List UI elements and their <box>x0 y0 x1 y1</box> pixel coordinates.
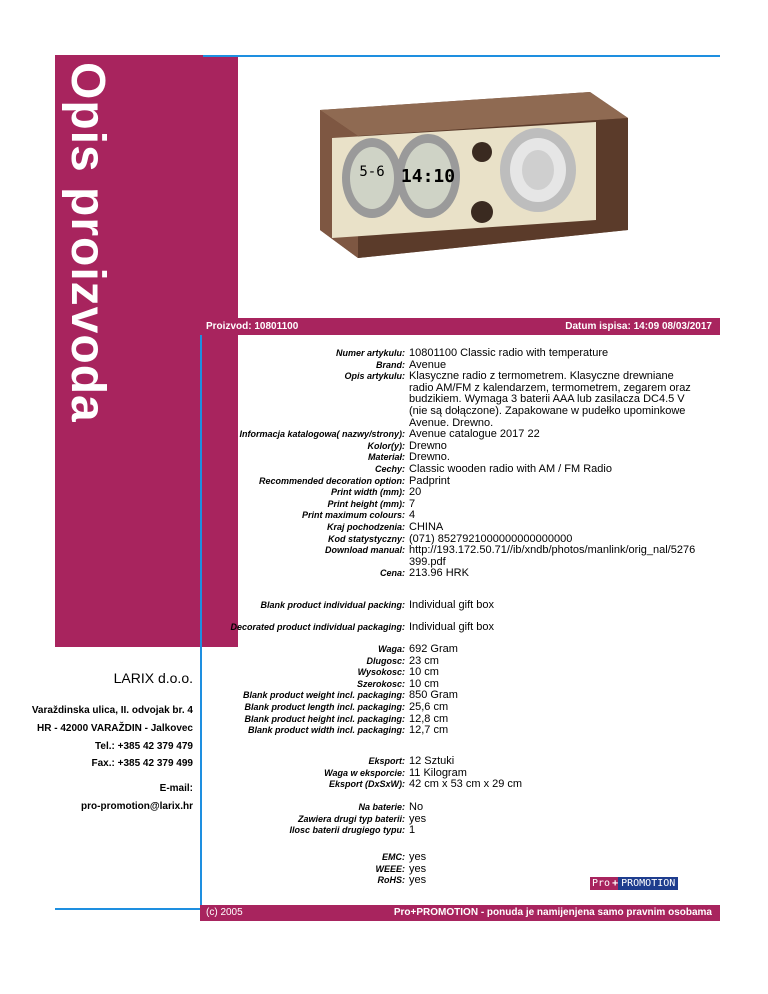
email-address[interactable]: pro-promotion@larix.hr <box>81 800 193 812</box>
detail-value: 12,7 cm <box>409 724 449 737</box>
detail-row <box>205 429 715 441</box>
header-bar <box>200 318 720 335</box>
bottom-divider <box>55 908 200 910</box>
detail-section <box>205 622 715 634</box>
detail-row <box>205 825 715 837</box>
detail-row <box>205 852 715 864</box>
detail-value: 12,8 cm <box>409 712 449 725</box>
detail-label: WEEE: <box>375 863 405 874</box>
detail-label: Materiał: <box>367 452 405 463</box>
detail-label: Dlugosc: <box>366 655 405 666</box>
footer-bar <box>200 905 720 921</box>
detail-row <box>205 464 715 476</box>
detail-label: RoHS: <box>377 875 405 886</box>
company-contact <box>20 702 193 773</box>
print-date: Datum ispisa: 14:09 08/03/2017 <box>565 321 712 332</box>
detail-row <box>205 756 715 768</box>
detail-label: Kraj pochodzenia: <box>326 521 405 532</box>
detail-row <box>205 371 715 429</box>
logo-plus: + <box>612 878 619 889</box>
detail-row <box>205 441 715 453</box>
detail-row <box>205 522 715 534</box>
detail-label: Na baterie: <box>358 802 405 812</box>
detail-section <box>205 600 715 612</box>
detail-value: Individual gift box <box>409 599 494 611</box>
detail-label: Print width (mm): <box>331 487 405 498</box>
detail-value: Drewno. <box>409 451 450 464</box>
detail-value: yes <box>409 874 427 887</box>
detail-label: Blank product height incl. packaging: <box>244 713 405 724</box>
detail-value: 20 <box>409 486 422 499</box>
logo-part2: PROMOTION <box>618 877 678 890</box>
detail-value: yes <box>409 862 427 875</box>
detail-label: Blank product length incl. packaging: <box>244 701 405 712</box>
detail-row <box>205 348 715 360</box>
detail-label: Waga w eksporcie: <box>324 767 405 778</box>
detail-label: Kolor(y): <box>367 440 405 451</box>
detail-value: yes <box>409 851 427 863</box>
detail-value: 25,6 cm <box>409 700 449 713</box>
company-address-line1: Varaždinska ulica, II. odvojak br. 4 <box>31 705 193 716</box>
detail-value: 692 Gram <box>409 643 458 655</box>
detail-value: 4 <box>409 509 416 522</box>
detail-value: 11 Kilogram <box>409 766 467 779</box>
sidebar-title: Opis proizvoda <box>61 62 114 423</box>
detail-row <box>205 600 715 612</box>
detail-row <box>205 510 715 522</box>
detail-label: Waga: <box>378 644 405 654</box>
detail-value: 10 cm <box>409 666 439 679</box>
company-fax: Fax.: +385 42 379 499 <box>91 758 193 770</box>
detail-value: 10801100 Classic radio with temperature <box>409 347 609 359</box>
company-name: LARIX d.o.o. <box>113 670 193 686</box>
detail-value: 42 cm x 53 cm x 29 cm <box>409 778 523 791</box>
detail-value: 12 Sztuki <box>409 755 455 767</box>
footer-notice: Pro+PROMOTION - ponuda je namijenjena samo pravnim osobama <box>393 907 712 918</box>
content-divider <box>200 335 202 908</box>
detail-section <box>205 644 715 737</box>
detail-label: Print height (mm): <box>327 498 405 509</box>
detail-label: Informacja katalogowa( nazwy/strony): <box>239 429 405 440</box>
product-number: Proizvod: 10801100 <box>206 321 299 332</box>
detail-label: Zawiera drugi typ baterii: <box>297 813 405 824</box>
detail-label: Wysokosc: <box>357 667 405 678</box>
detail-row <box>205 864 715 876</box>
detail-row <box>205 679 715 691</box>
detail-label: Blank product individual packing: <box>260 600 405 610</box>
detail-label: Print maximum colours: <box>301 510 405 521</box>
detail-row <box>205 568 715 580</box>
detail-label: Blank product width incl. packaging: <box>247 725 405 736</box>
detail-value: 850 Gram <box>409 689 458 702</box>
detail-label: Numer artykulu: <box>335 348 405 358</box>
detail-row <box>205 802 715 814</box>
detail-value: Avenue catalogue 2017 22 <box>409 428 540 441</box>
display-left-text: 5-6 <box>359 164 385 180</box>
top-divider <box>203 55 720 57</box>
detail-label: Cena: <box>379 568 405 579</box>
detail-section <box>205 756 715 791</box>
detail-value: yes <box>409 812 427 825</box>
display-right-text: 14:10 <box>400 166 456 187</box>
detail-row <box>205 814 715 826</box>
detail-value: 23 cm <box>409 654 439 667</box>
email-label: E-mail: <box>159 783 193 794</box>
detail-row <box>205 656 715 668</box>
logo-part1: Pro <box>592 878 611 889</box>
detail-value: Drewno <box>409 439 447 452</box>
detail-value: 10 cm <box>409 677 439 690</box>
detail-row <box>205 667 715 679</box>
product-photo <box>300 70 640 280</box>
detail-value: Individual gift box <box>409 621 494 633</box>
detail-label: Brand: <box>376 359 405 370</box>
company-email-block <box>20 780 193 816</box>
pro-promotion-logo <box>590 877 678 890</box>
detail-label: Ilosc baterii drugiego typu: <box>289 825 405 836</box>
detail-row <box>205 779 715 791</box>
detail-value: http://193.172.50.71//ib/xndb/photos/manlink/orig_nal/5276399.pdf <box>409 544 696 568</box>
detail-value: (071) 8527921000000000000000 <box>409 532 573 545</box>
detail-row <box>205 714 715 726</box>
detail-label: Download manual: <box>324 545 405 556</box>
detail-label: Recommended decoration option: <box>258 475 405 486</box>
detail-value: CHINA <box>409 520 444 533</box>
detail-row <box>205 622 715 634</box>
detail-label: Blank product weight incl. packaging: <box>242 690 405 701</box>
detail-label: Szerokosc: <box>356 678 405 689</box>
detail-label: Opis artykulu: <box>344 371 405 382</box>
detail-row <box>205 476 715 488</box>
bottom-knob <box>471 201 493 223</box>
detail-row <box>205 702 715 714</box>
detail-section <box>205 348 715 580</box>
detail-row <box>205 487 715 499</box>
detail-row <box>205 725 715 737</box>
detail-row <box>205 644 715 656</box>
top-knob <box>472 142 492 162</box>
detail-row <box>205 499 715 511</box>
detail-label: Eksport (DxSxW): <box>328 779 405 790</box>
detail-value: Avenue <box>409 358 447 371</box>
detail-label: Decorated product individual packaging: <box>230 622 405 632</box>
detail-value: 1 <box>409 824 416 837</box>
detail-row <box>205 690 715 702</box>
detail-value: No <box>409 801 424 813</box>
detail-label: Kod statystyczny: <box>327 533 405 544</box>
company-address-line2: HR - 42000 VARAŽDIN - Jalkovec <box>37 722 193 734</box>
detail-row <box>205 545 715 568</box>
detail-value: Klasyczne radio z termometrem. Klasyczne drewniane radio AM/FM z kalendarzem, termometrem, zegarem oraz budzikiem. Wymaga 3 baterii AAA lub zasilacza DC4.5 V (nie są dołączone). Zapakowane w pudełko upominkowe Avenue. Drewno. <box>409 370 691 429</box>
detail-section <box>205 802 715 837</box>
detail-label: Eksport: <box>368 756 405 766</box>
detail-value: 213.96 HRK <box>409 567 469 580</box>
detail-label: Cechy: <box>374 463 405 474</box>
detail-value: 7 <box>409 497 416 510</box>
copyright: (c) 2005 <box>206 907 243 918</box>
detail-value: Classic wooden radio with AM / FM Radio <box>409 462 612 475</box>
company-phone: Tel.: +385 42 379 479 <box>95 740 193 752</box>
detail-value: Padprint <box>409 474 450 487</box>
detail-label: EMC: <box>382 852 405 862</box>
